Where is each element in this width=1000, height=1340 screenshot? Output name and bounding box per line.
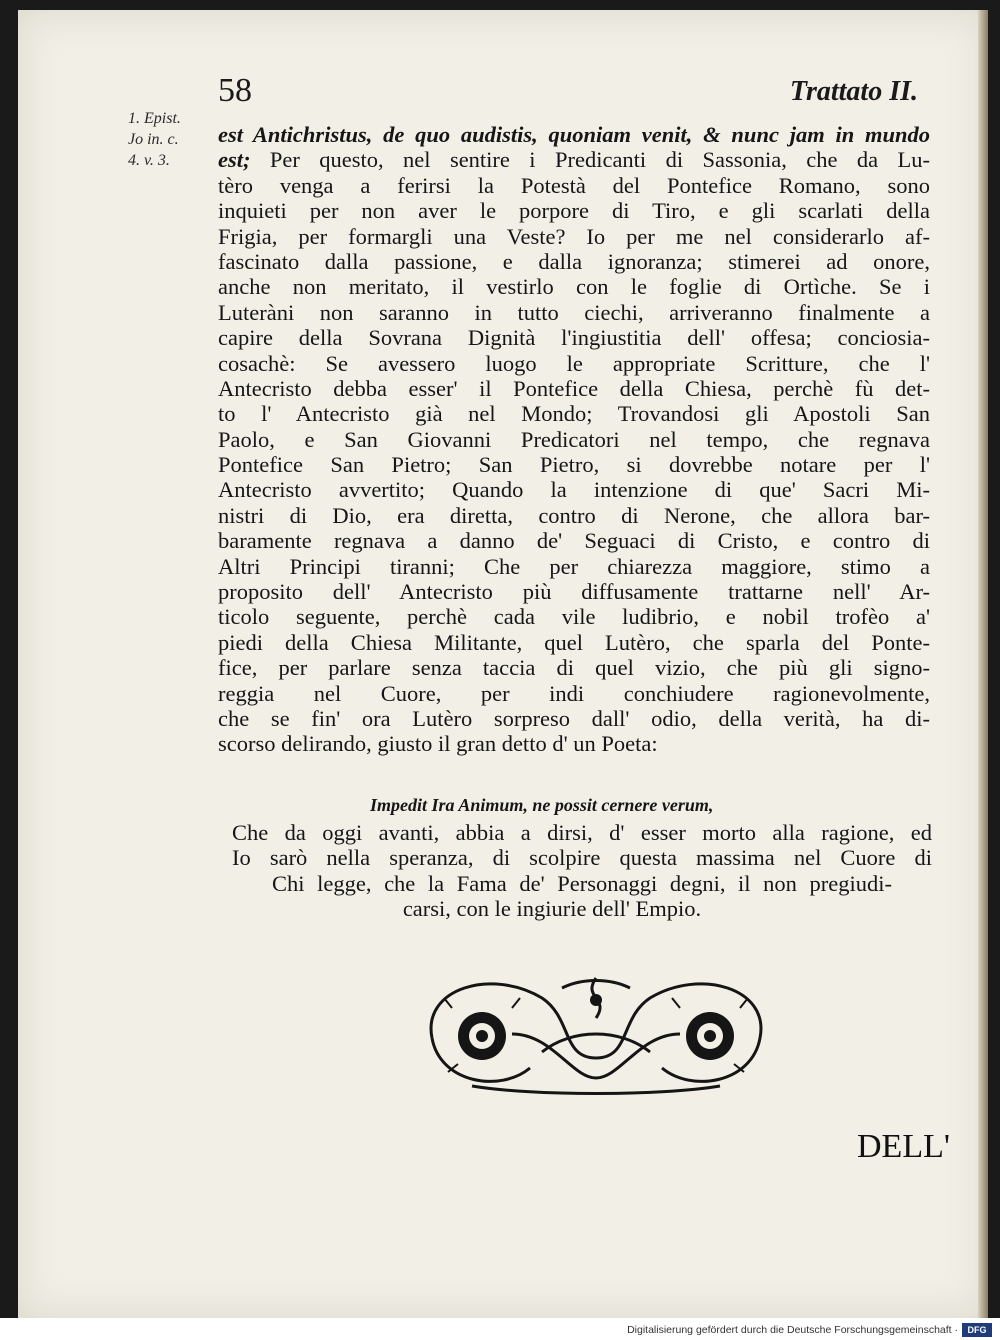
italian-text: Frigia, per formargli una Veste? Io per me nel considerarlo af-	[218, 223, 930, 249]
body-line	[218, 604, 930, 629]
body-text	[218, 122, 930, 757]
closing-line: carsi, con le ingiurie dell' Empio.	[402, 896, 702, 922]
italian-text: Per questo, nel sentire i Predicanti di Sassonia, che da Lu-	[250, 147, 930, 173]
latin-text: est;	[218, 147, 251, 173]
body-line	[218, 147, 930, 172]
italian-text: capire della Sovrana Dignità l'ingiustitia dell' offesa; conciosia-	[218, 325, 930, 351]
italian-text: Antecristo avvertito; Quando la intenzione di que' Sacri Mi-	[218, 477, 930, 503]
margin-note-line: Jo in. c.	[128, 131, 179, 148]
body-line	[218, 477, 930, 502]
body-line	[218, 427, 930, 452]
body-line	[218, 579, 930, 604]
body-line	[218, 630, 930, 655]
italian-text: ticolo seguente, perchè cada vile ludibrio, e nobil trofèo a'	[218, 604, 930, 630]
body-line	[218, 224, 930, 249]
body-line	[218, 731, 930, 756]
closing-line: Che da oggi avanti, abbia a dirsi, d' esser morto alla ragione, ed	[232, 820, 932, 845]
latin-quote: Impedit Ira Animum, ne possit cernere verum,	[370, 795, 714, 815]
italian-text: reggia nel Cuore, per indi conchiudere ragionevolmente,	[218, 680, 930, 706]
italian-text: Paolo, e San Giovanni Predicatori nel tempo, che regnava	[218, 426, 930, 452]
italian-text: nistri di Dio, era diretta, contro di Nerone, che allora bar-	[218, 502, 930, 528]
body-line	[218, 655, 930, 680]
body-line	[218, 528, 930, 553]
italian-text: fascinato dalla passione, e dalla ignoranza; stimerei ad onore,	[218, 248, 930, 274]
italian-text: fice, per parlare senza taccia di quel vizio, che più gli signo-	[218, 655, 930, 681]
body-line	[218, 554, 930, 579]
italian-text: che se fin' ora Lutèro sorpreso dall' odio, della verità, ha di-	[218, 705, 930, 731]
floral-ornament-icon	[412, 968, 780, 1100]
margin-note	[128, 108, 208, 171]
body-line	[218, 706, 930, 731]
italian-text: proposito dell' Antecristo più diffusamente trattarne nell' Ar-	[218, 579, 930, 605]
italian-text: scorso delirando, giusto il gran detto d' un Poeta:	[218, 731, 658, 757]
italian-text: anche non meritato, il vestirlo con le foglie di Ortìche. Se i	[218, 274, 930, 300]
body-line	[218, 351, 930, 376]
latin-text: est Antichristus, de quo audistis, quoniam venit, & nunc jam in mundo	[218, 122, 930, 147]
closing-line: Chi legge, che la Fama de' Personaggi degni, il non pregiudi-	[272, 870, 892, 896]
dfg-logo-icon: DFG	[962, 1323, 992, 1337]
running-title: Trattato II.	[789, 76, 918, 107]
body-line	[218, 173, 930, 198]
italian-text: Altri Principi tiranni; Che per chiarezza maggiore, stimo a	[218, 553, 930, 579]
body-line	[218, 681, 930, 706]
closing-line: Io sarò nella speranza, di scolpire questa massima nel Cuore di	[232, 845, 932, 871]
body-line	[218, 325, 930, 350]
page-header	[218, 72, 928, 112]
margin-note-line: 1. Epist.	[128, 110, 181, 127]
footer-credit: Digitalisierung gefördert durch die Deutsche Forschungsgemeinschaft ·	[627, 1324, 958, 1336]
italian-text: Luteràni non saranno in tutto ciechi, arriveranno finalmente a	[218, 299, 930, 325]
italian-text: cosachè: Se avessero luogo le appropriate Scritture, che l'	[218, 350, 930, 376]
body-line	[218, 376, 930, 401]
body-line	[218, 503, 930, 528]
body-line	[218, 122, 930, 147]
italian-text: tèro venga a ferirsi la Potestà del Pontefice Romano, sono	[218, 172, 930, 198]
footer-bar	[0, 1318, 1000, 1340]
body-line	[218, 198, 930, 223]
italian-text: to l' Antecristo già nel Mondo; Trovandosi gli Apostoli San	[218, 401, 930, 427]
body-line	[218, 401, 930, 426]
page-spine	[978, 10, 988, 1318]
italian-text: piedi della Chiesa Militante, quel Lutèro, che sparla del Ponte-	[218, 629, 930, 655]
closing-paragraph	[232, 820, 932, 922]
italian-text: inquieti per non aver le porpore di Tiro, e gli scarlati della	[218, 198, 930, 224]
italian-text: baramente regnava a danno de' Seguaci di Cristo, e contro di	[218, 528, 930, 554]
page-number: 58	[218, 72, 252, 109]
margin-note-line: 4. v. 3.	[128, 152, 170, 169]
body-line	[218, 452, 930, 477]
body-line	[218, 300, 930, 325]
body-line	[218, 249, 930, 274]
body-line	[218, 274, 930, 299]
italian-text: Pontefice San Pietro; San Pietro, si dovrebbe notare per l'	[218, 452, 930, 478]
italian-text: Antecristo debba esser' il Pontefice della Chiesa, perchè fù det-	[218, 375, 930, 401]
catchword: DELL'	[857, 1128, 950, 1165]
